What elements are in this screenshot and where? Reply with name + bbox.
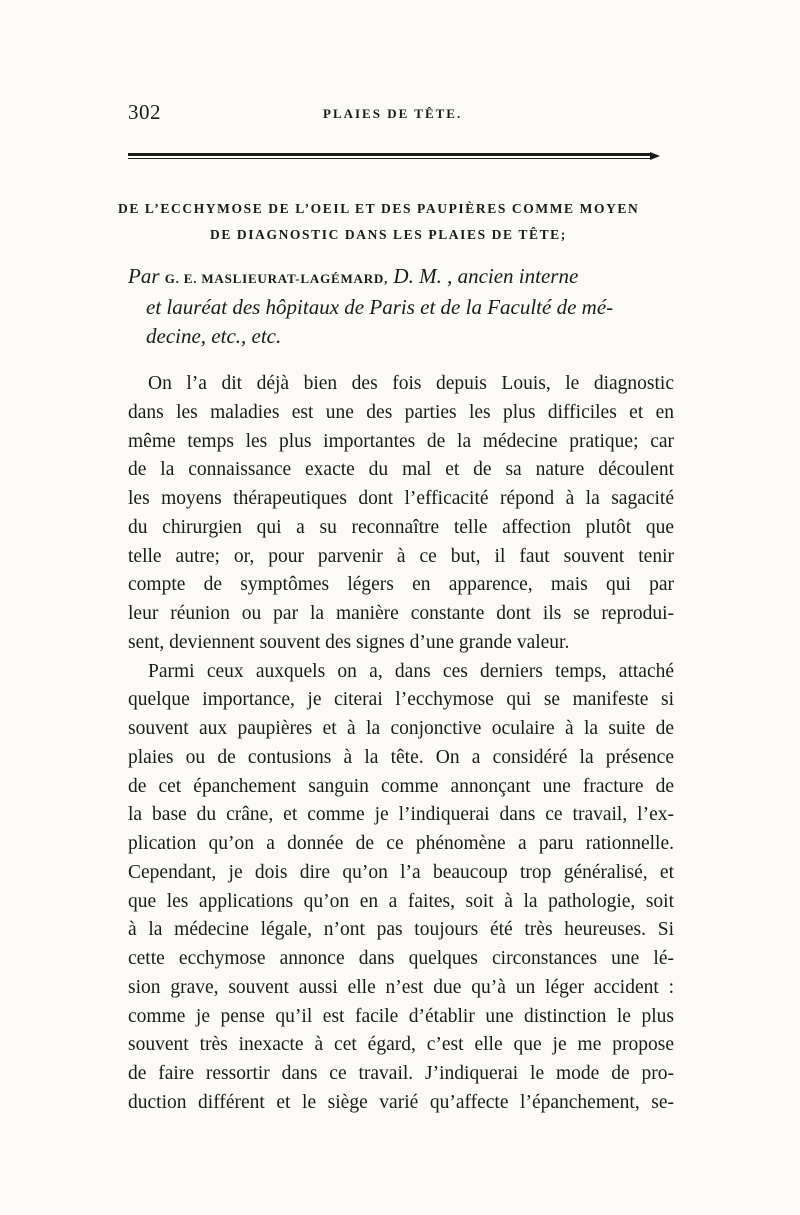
text-line: du chirurgien qui a su reconnaître telle affection plutôt que bbox=[128, 516, 674, 538]
text-line: de la connaissance exacte du mal et de sa nature découlent bbox=[128, 459, 674, 481]
text-line: de cet épanchement sanguin comme annonçant une fracture de bbox=[128, 775, 674, 797]
text-line: plaies ou de contusions à la tête. On a considéré la présence bbox=[128, 746, 674, 768]
byline-line-2: et lauréat des hôpitaux de Paris et de la Faculté de mé- bbox=[146, 295, 614, 319]
text-line: plication qu’on a donnée de ce phénomène a paru rationnelle. bbox=[128, 833, 674, 854]
text-line: de faire ressortir dans ce travail. J’indiquerai le mode de pro- bbox=[128, 1063, 674, 1084]
running-title: PLAIES DE TÊTE. bbox=[323, 106, 463, 121]
text-line: que les applications qu’on en a faites, soit à la pathologie, soit bbox=[128, 890, 674, 912]
article-heading bbox=[118, 196, 674, 248]
byline-credentials: D. M. , ancien interne bbox=[393, 264, 579, 288]
page-number: 302 bbox=[128, 100, 161, 124]
paragraph-1 bbox=[128, 370, 674, 658]
text-line: quelque importance, je citerai l’ecchymose qui se manifeste si bbox=[128, 689, 674, 711]
text-line: dans les maladies est une des parties les plus difficiles et en bbox=[128, 401, 674, 423]
text-line: leur réunion ou par la manière constante dont ils se reprodui- bbox=[128, 603, 674, 624]
text-line: souvent aux paupières et à la conjonctive oculaire à la suite de bbox=[128, 718, 674, 739]
text-line: souvent très inexacte à cet égard, c’est elle que je me propose bbox=[128, 1034, 674, 1056]
running-head bbox=[128, 100, 670, 130]
text-line: les moyens thérapeutiques dont l’efficacité répond à la sagacité bbox=[128, 488, 674, 509]
author-name: G. E. MASLIEURAT-LAGÉMARD, bbox=[164, 271, 389, 286]
heading-line-1: DE L’ECCHYMOSE DE L’OEIL ET DES PAUPIÈRES COMME MOYEN bbox=[118, 201, 640, 216]
text-line: sion grave, souvent aussi elle n’est due qu’à un léger accident : bbox=[128, 976, 674, 998]
header-rule bbox=[128, 153, 652, 156]
text-line: la base du crâne, et comme je l’indiquerai dans ce travail, l’ex- bbox=[128, 804, 674, 826]
text-line: compte de symptômes légers en apparence, mais qui par bbox=[128, 574, 674, 596]
text-line: Parmi ceux auxquels on a, dans ces derniers temps, attaché bbox=[148, 660, 674, 682]
text-line: cette ecchymose annonce dans quelques circonstances une lé- bbox=[128, 948, 674, 969]
byline-prefix: Par bbox=[128, 264, 160, 288]
text-line: On l’a dit déjà bien des fois depuis Louis, le diagnostic bbox=[148, 373, 674, 394]
text-line: Cependant, je dois dire qu’on l’a beaucoup trop généralisé, et bbox=[128, 861, 674, 883]
text-line: comme je pense qu’il est facile d’établir une distinction le plus bbox=[128, 1005, 674, 1027]
text-line: à la médecine légale, n’ont pas toujours été très heureuses. Si bbox=[128, 919, 674, 941]
text-line: telle autre; or, pour parvenir à ce but, il faut souvent tenir bbox=[128, 545, 674, 567]
heading-line-2: DE DIAGNOSTIC DANS LES PLAIES DE TÊTE; bbox=[210, 227, 567, 242]
text-line: duction différent et le siège varié qu’affecte l’épanchement, se- bbox=[128, 1091, 674, 1113]
text-line: sent, deviennent souvent des signes d’une grande valeur. bbox=[128, 631, 570, 653]
body-text bbox=[128, 370, 674, 1118]
byline-line-3: decine, etc., etc. bbox=[146, 324, 282, 348]
byline bbox=[128, 262, 674, 351]
paragraph-2 bbox=[128, 658, 674, 1118]
text-line: même temps les plus importantes de la médecine pratique; car bbox=[128, 430, 674, 452]
